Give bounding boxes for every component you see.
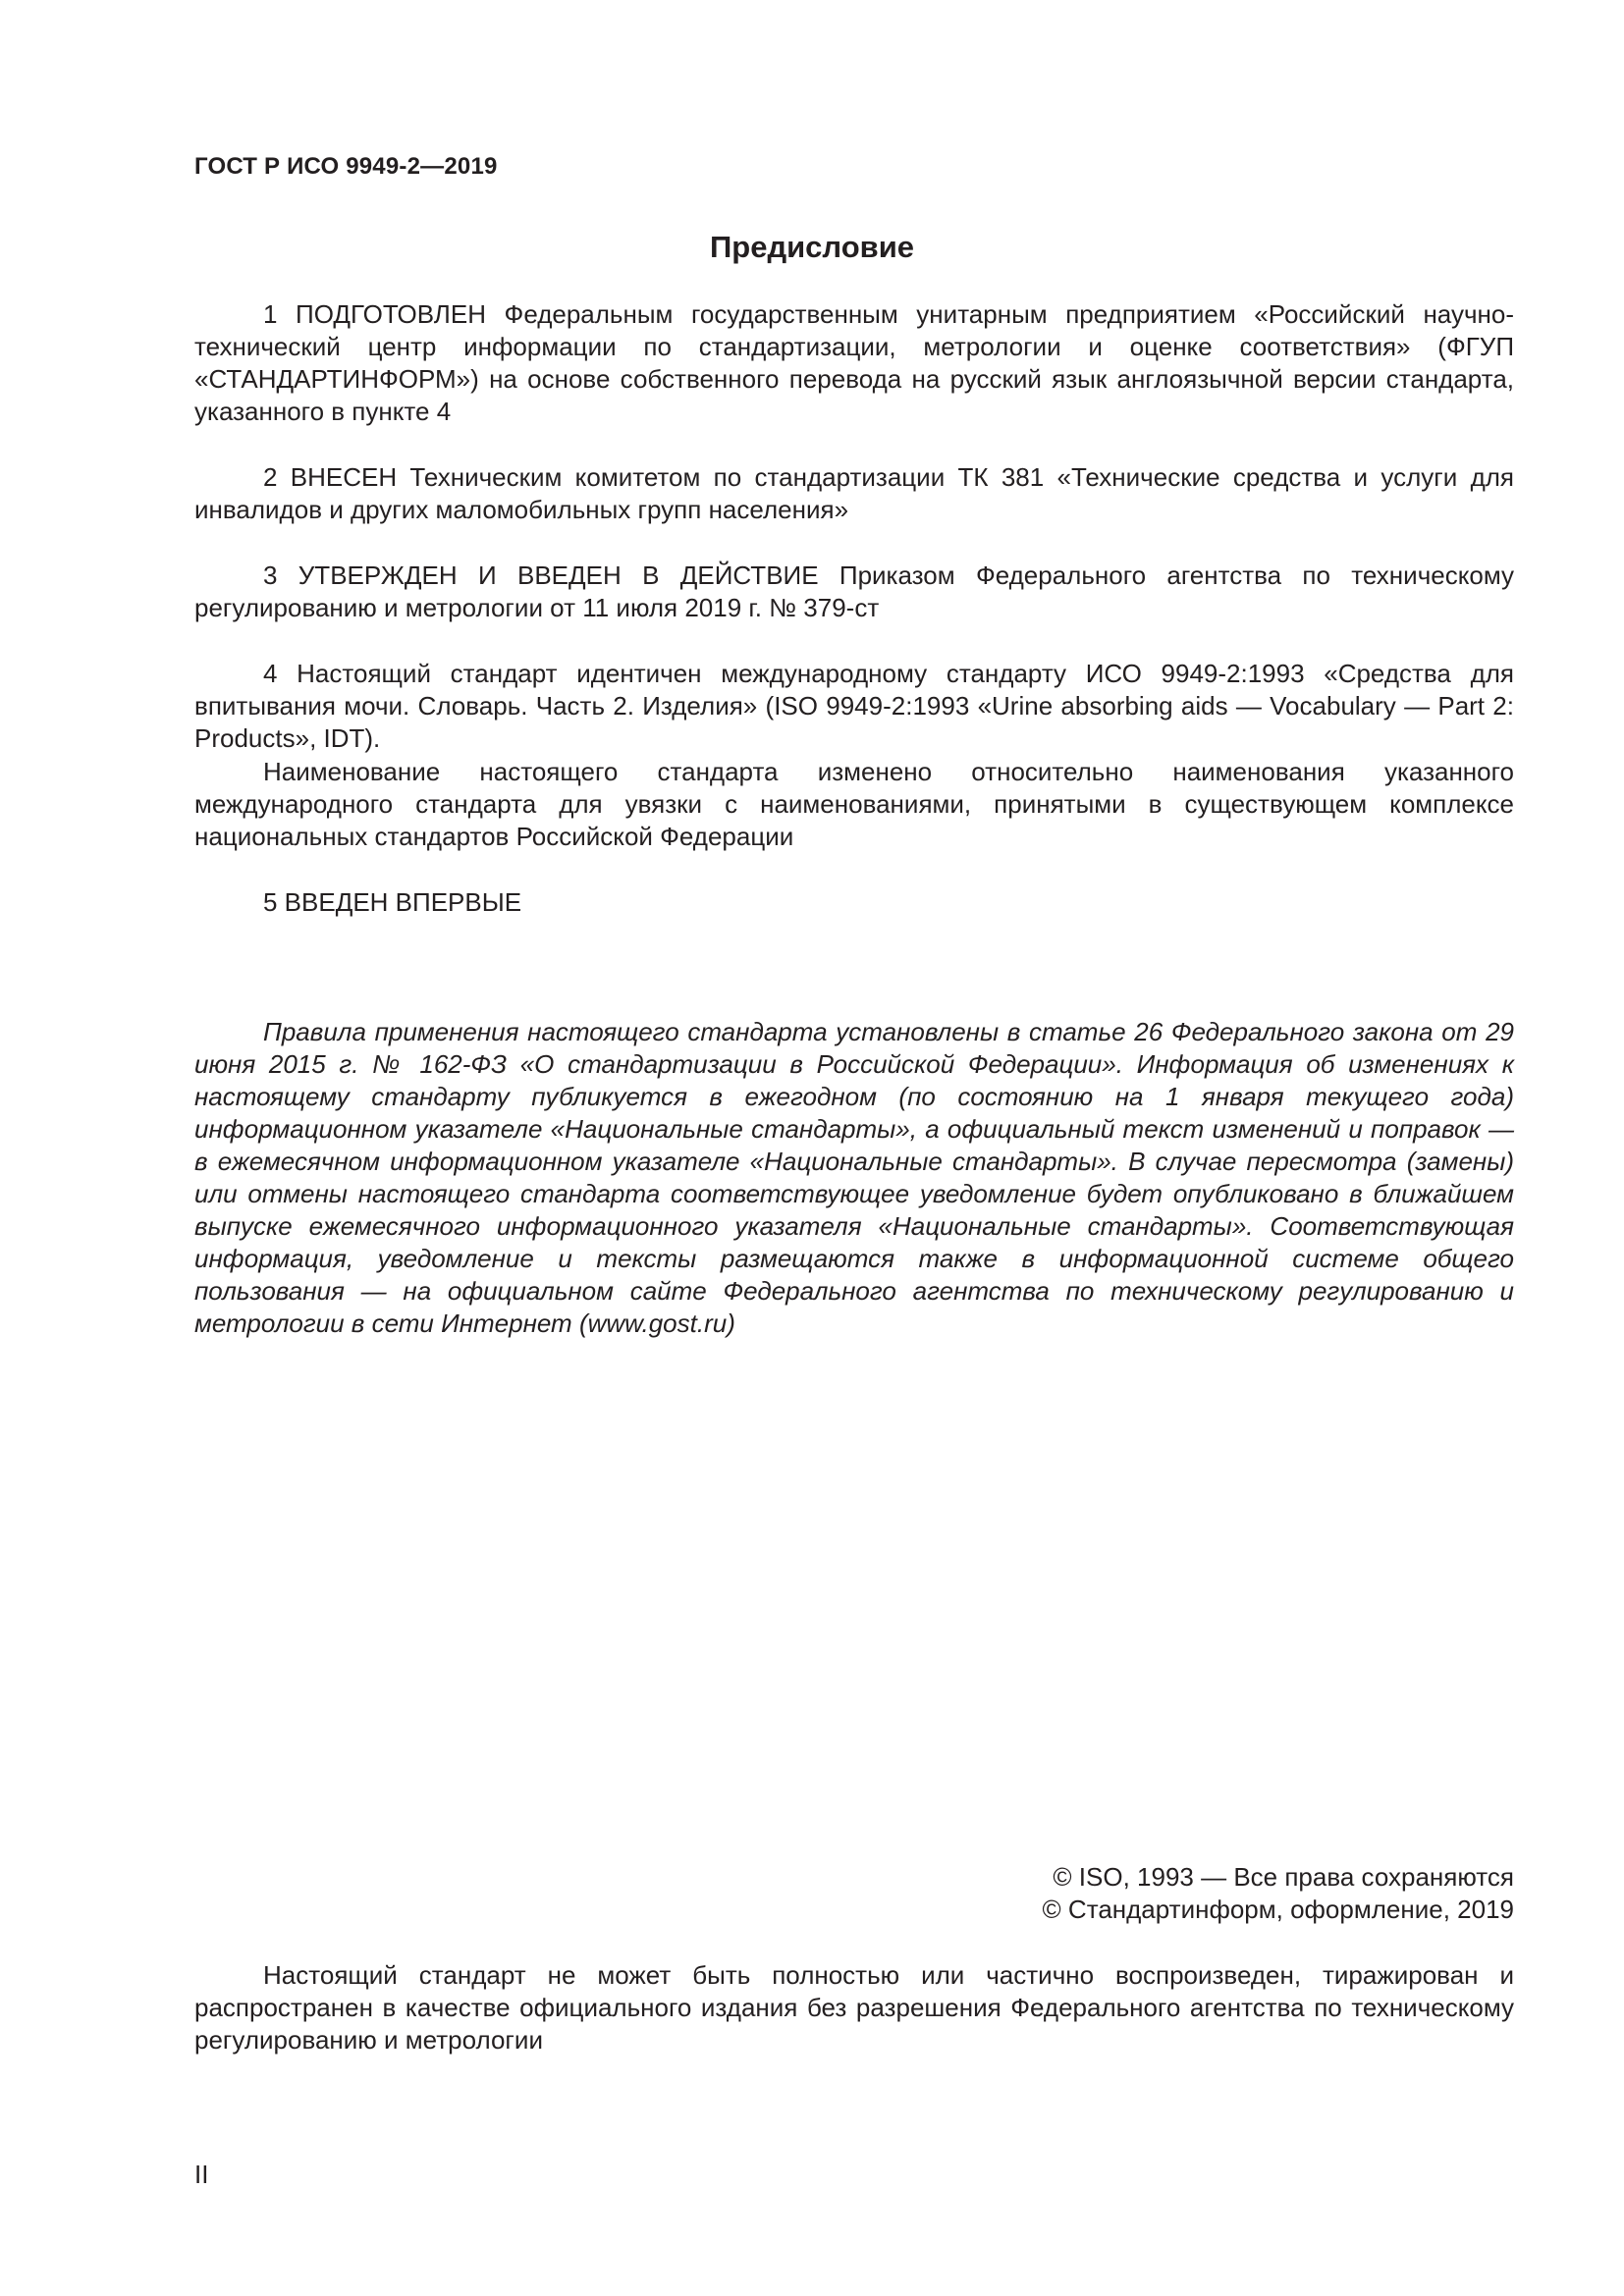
paragraph-prepared: 1 ПОДГОТОВЛЕН Федеральным государственным унитарным предприятием «Российский научно-технический центр информации по стандартизации, метрологии и оценке соответствия» (ФГУП «СТАНДАРТИНФОРМ») на основе собственного перевода на русский язык англоязычной версии стандарта, указанного в пункте 4 xyxy=(194,299,1514,426)
copyright-iso: © ISO, 1993 — Все права сохраняются xyxy=(1053,1862,1514,1892)
paragraph-introduced: 2 ВНЕСЕН Техническим комитетом по стандартизации ТК 381 «Технические средства и услуги для инвалидов и других маломобильных групп населения» xyxy=(194,462,1514,524)
reproduction-notice: Настоящий стандарт не может быть полностью или частично воспроизведен, тиражирован и распространен в качестве официального издания без разрешения Федерального агентства по техническому регулированию и метрологии xyxy=(194,1960,1514,2055)
paragraph-name-changed: Наименование настоящего стандарта изменено относительно наименования указанного международного стандарта для увязки с наименованиями, принятыми в существующем комплексе национальных стандартов Российской Федерации xyxy=(194,757,1514,851)
application-rules-notice: Правила применения настоящего стандарта установлены в статье 26 Федерального закона от 29 июня 2015 г. № 162-ФЗ «О стандартизации в Российской Федерации». Информация об изменениях к настоящему стандарту публикуется в ежегодном (по состоянию на 1 января текущего года) информационном указателе «Национальные стандарты», а официальный текст изменений и поправок — в ежемесячном информационном указателе «Национальные стандарты». В случае пересмотра (замены) или отмены настоящего стандарта соответствующее уведомление будет опубликовано в ближайшем выпуске ежемесячного информационного указателя «Национальные стандарты». Соответствующая информация, уведомление и тексты размещаются также в информационной системе общего пользования — на официальном сайте Федерального агентства по техническому регулированию и метрологии в сети Интернет (www.gost.ru) xyxy=(194,1017,1514,1338)
paragraph-identical: 4 Настоящий стандарт идентичен международному стандарту ИСО 9949-2:1993 «Средства для впитывания мочи. Словарь. Часть 2. Изделия» (ISO 9949-2:1993 «Urine absorbing aids — Vocabulary — Part 2: Products», IDT). xyxy=(194,659,1514,753)
page-title: Предисловие xyxy=(709,230,914,264)
paragraph-approved: 3 УТВЕРЖДЕН И ВВЕДЕН В ДЕЙСТВИЕ Приказом Федерального агентства по техническому регулированию и метрологии от 11 июля 2019 г. № 379-ст xyxy=(194,561,1514,622)
document-code: ГОСТ Р ИСО 9949-2—2019 xyxy=(194,153,498,180)
copyright-standartinform: © Стандартинформ, оформление, 2019 xyxy=(1042,1895,1514,1924)
page-number: II xyxy=(194,2160,209,2189)
copyright-block xyxy=(1043,1861,1514,1926)
paragraph-first-introduced: 5 ВВЕДЕН ВПЕРВЫЕ xyxy=(263,887,522,917)
